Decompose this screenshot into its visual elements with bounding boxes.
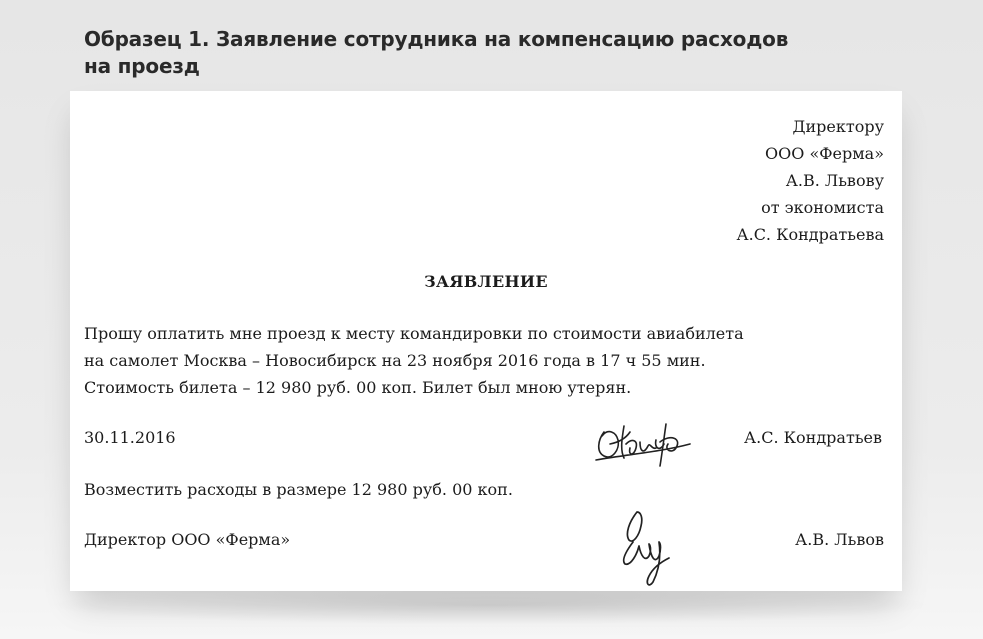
applicant-name: А.С. Кондратьев [744, 428, 882, 447]
document-date: 30.11.2016 [84, 428, 176, 447]
resolution-text: Возместить расходы в размере 12 980 руб. 00 коп. [84, 480, 513, 499]
addressee-block [736, 113, 884, 248]
document-sheet [70, 91, 902, 591]
document-title: ЗАЯВЛЕНИЕ [424, 272, 548, 291]
addressee-line: А.С. Кондратьева [736, 225, 884, 244]
document-body [84, 320, 884, 401]
addressee-line: А.В. Львову [785, 171, 884, 190]
applicant-signature-icon [590, 414, 700, 470]
body-line: Прошу оплатить мне проезд к месту командировки по стоимости авиабилета [84, 324, 744, 343]
addressee-line: Директору [792, 117, 884, 136]
addressee-line: ООО «Ферма» [765, 144, 884, 163]
body-line: Стоимость билета – 12 980 руб. 00 коп. Билет был мною утерян. [84, 378, 632, 397]
director-signature-icon [615, 504, 675, 590]
director-title: Директор ООО «Ферма» [84, 530, 291, 549]
heading-line-1: Образец 1. Заявление сотрудника на компенсацию расходов [84, 27, 789, 51]
heading-line-2: на проезд [84, 54, 200, 78]
director-name: А.В. Львов [795, 530, 884, 549]
page-heading [84, 26, 884, 80]
addressee-line: от экономиста [761, 198, 884, 217]
body-line: на самолет Москва – Новосибирск на 23 ноября 2016 года в 17 ч 55 мин. [84, 351, 706, 370]
paper-shadow [40, 585, 940, 625]
